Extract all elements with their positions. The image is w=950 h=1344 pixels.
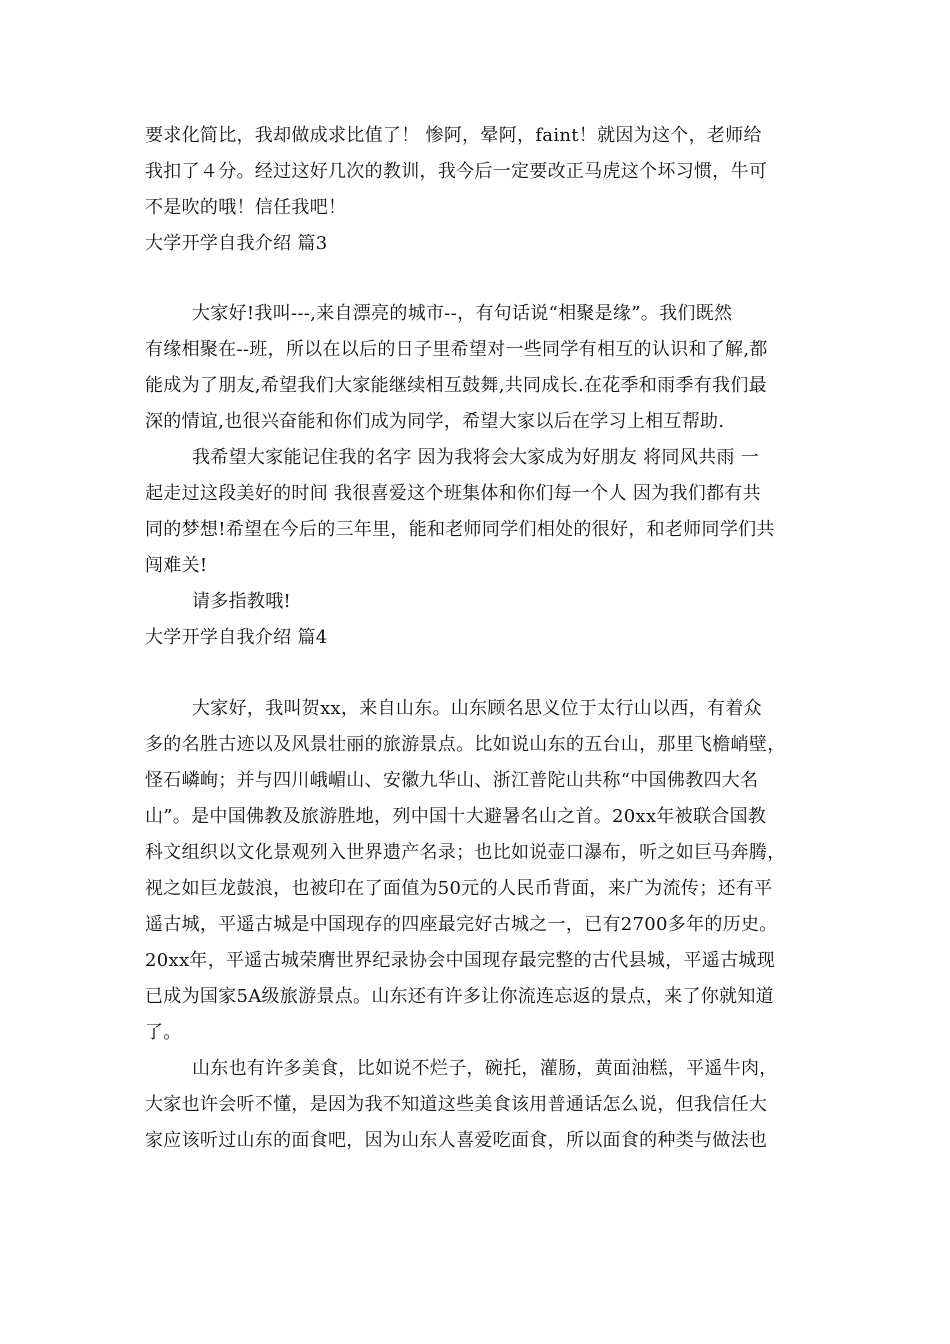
paragraph-line: 大家也许会听不懂，是因为我不知道这些美食该用普通话怎么说，但我信任大 bbox=[145, 1094, 768, 1115]
paragraph-line: 我希望大家能记住我的名字 因为我将会大家成为好朋友 将同风共雨 一 bbox=[192, 447, 760, 468]
paragraph-line: 遥古城，平遥古城是中国现存的四座最完好古城之一，已有2700多年的历史。 bbox=[145, 914, 778, 935]
paragraph-line: 家应该听过山东的面食吧，因为山东人喜爱吃面食，所以面食的种类与做法也 bbox=[145, 1130, 768, 1151]
paragraph-line: 请多指教哦! bbox=[192, 591, 292, 612]
paragraph-line: 能成为了朋友,希望我们大家能继续相互鼓舞,共同成长.在花季和雨季有我们最 bbox=[145, 375, 767, 396]
paragraph-line: 不是吹的哦！信任我吧！ bbox=[145, 197, 347, 218]
section-heading: 大学开学自我介绍 篇4 bbox=[145, 627, 328, 648]
paragraph-line: 我扣了４分。经过这好几次的教训，我今后一定要改正马虎这个坏习惯，牛可 bbox=[145, 161, 768, 182]
paragraph-line: 多的名胜古迹以及风景壮丽的旅游景点。比如说山东的五台山，那里飞檐峭壁， bbox=[145, 734, 786, 755]
paragraph-line: 了。 bbox=[145, 1022, 182, 1043]
paragraph-line: 已成为国家5A级旅游景点。山东还有许多让你流连忘返的景点，来了你就知道 bbox=[145, 986, 774, 1007]
paragraph-line: 要求化简比，我却做成求比值了！ 惨阿，晕阿，faint！就因为这个，老师给 bbox=[145, 125, 762, 146]
paragraph-line: 大家好!我叫---,来自漂亮的城市--，有句话说“相聚是缘”。我们既然 bbox=[192, 303, 733, 324]
paragraph-line: 20xx年，平遥古城荣膺世界纪录协会中国现存最完整的古代县城，平遥古城现 bbox=[145, 950, 776, 971]
paragraph-line: 深的情谊,也很兴奋能和你们成为同学，希望大家以后在学习上相互帮助. bbox=[145, 411, 725, 432]
paragraph-line: 山东也有许多美食，比如说不烂子，碗托，灌肠，黄面油糕，平遥牛肉， bbox=[192, 1058, 778, 1079]
paragraph-line: 起走过这段美好的时间 我很喜爱这个班集体和你们每一个人 因为我们都有共 bbox=[145, 483, 761, 504]
paragraph-line: 有缘相聚在--班，所以在以后的日子里希望对一些同学有相互的认识和了解,都 bbox=[145, 339, 768, 360]
section-heading: 大学开学自我介绍 篇3 bbox=[145, 233, 328, 254]
paragraph-line: 科文组织以文化景观列入世界遗产名录；也比如说壶口瀑布，听之如巨马奔腾， bbox=[145, 842, 786, 863]
paragraph-line: 山”。是中国佛教及旅游胜地，列中国十大避暑名山之首。20xx年被联合国教 bbox=[145, 806, 767, 827]
paragraph-line: 大家好，我叫贺xx，来自山东。山东顾名思义位于太行山以西，有着众 bbox=[192, 698, 762, 719]
paragraph-line: 视之如巨龙鼓浪，也被印在了面值为50元的人民币背面，来广为流传；还有平 bbox=[145, 878, 773, 899]
paragraph-line: 怪石嶙峋；并与四川峨嵋山、安徽九华山、浙江普陀山共称“中国佛教四大名 bbox=[145, 770, 759, 791]
paragraph-line: 闯难关! bbox=[145, 555, 208, 576]
paragraph-line: 同的梦想!希望在今后的三年里，能和老师同学们相处的很好，和老师同学们共 bbox=[145, 519, 775, 540]
